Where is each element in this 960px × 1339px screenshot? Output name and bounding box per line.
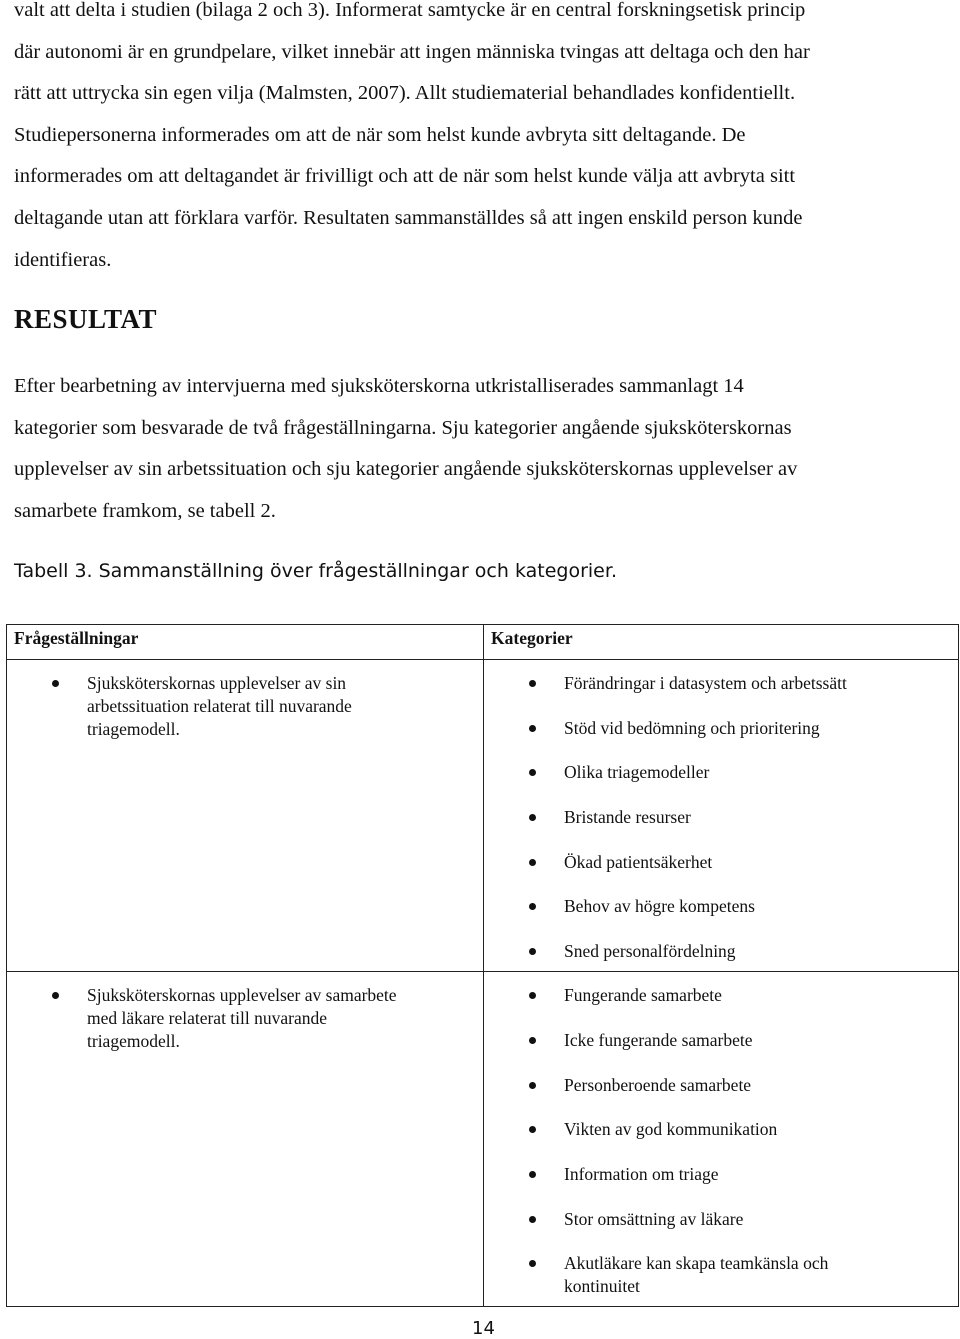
intro-paragraph [14, 0, 950, 281]
text-line: samarbete framkom, se tabell 2. [14, 499, 276, 522]
list-item [13, 672, 475, 741]
bullet-icon [529, 1126, 536, 1133]
list-item [490, 940, 950, 963]
result-paragraph [14, 366, 950, 532]
text-line: informerades om att deltagandet är frivilligt och att de när som helst kunde välja att avbryta sitt [14, 165, 796, 188]
header-categories: Kategorier [484, 625, 959, 660]
category-text: Icke fungerande samarbete [564, 1029, 753, 1050]
text-line: valt att delta i studien (bilaga 2 och 3). Informerat samtycke är en central forskningsetisk princip [14, 0, 806, 21]
category-text: Behov av högre kompetens [564, 896, 755, 917]
bullet-icon [529, 1082, 536, 1089]
table-caption: Tabell 3. Sammanställning över frågeställningar och kategorier. [14, 560, 617, 582]
list-item [490, 1074, 950, 1097]
question-cell [7, 972, 484, 1307]
category-text: Information om triage [564, 1163, 719, 1184]
categories-cell [484, 972, 959, 1307]
list-item [490, 1118, 950, 1141]
list-item [490, 1029, 950, 1052]
bullet-icon [529, 1216, 536, 1223]
header-questions: Frågeställningar [7, 625, 484, 660]
category-text: Förändringar i datasystem och arbetssätt [564, 673, 847, 693]
category-text: Personberoende samarbete [564, 1074, 752, 1095]
list-item [490, 761, 950, 784]
table-header-row [7, 625, 959, 660]
category-text: Sned personalfördelning [564, 941, 736, 962]
list-item [490, 851, 950, 874]
bullet-icon [529, 948, 536, 955]
bullet-icon [529, 680, 536, 687]
category-text: Vikten av god kommunikation [564, 1119, 778, 1140]
categories-cell [484, 660, 959, 972]
list-item [490, 984, 950, 1007]
summary-table [6, 624, 959, 1307]
list-item [490, 1252, 950, 1298]
text-line: Efter bearbetning av intervjuerna med sjuksköterskorna utkristalliserades sammanlagt 14 [14, 375, 744, 397]
text-line: deltagande utan att förklara varför. Resultaten sammanställdes så att ingen enskild person kunde [14, 206, 803, 229]
bullet-icon [529, 1260, 536, 1267]
category-text: Bristande resurser [564, 807, 691, 828]
text-line: rätt att uttrycka sin egen vilja (Malmsten, 2007). Allt studiematerial behandlades konfidentiellt. [14, 82, 796, 105]
list-item [490, 1208, 950, 1231]
list-item [490, 806, 950, 829]
category-text: Stor omsättning av läkare [564, 1208, 744, 1229]
list-item [490, 895, 950, 918]
bullet-icon [529, 992, 536, 999]
question-text: Sjuksköterskornas upplevelser av sin arbetssituation relaterat till nuvarande triagemodell. [87, 673, 352, 739]
table-row [7, 972, 959, 1307]
text-line: Studiepersonerna informerades om att de när som helst kunde avbryta sitt deltagande. De [14, 123, 746, 146]
text-line: där autonomi är en grundpelare, vilket innebär att ingen människa tvingas att deltaga och den har [14, 40, 810, 63]
text-line: identifieras. [14, 248, 112, 271]
text-line: kategorier som besvarade de två frågeställningarna. Sju kategorier angående sjuksköterskornas [14, 416, 792, 439]
table-row [7, 660, 959, 972]
list-item [490, 1163, 950, 1186]
section-heading: RESULTAT [14, 304, 158, 334]
category-text: Olika triagemodeller [564, 762, 710, 783]
question-text: Sjuksköterskornas upplevelser av samarbete med läkare relaterat till nuvarande triagemodell. [87, 985, 397, 1052]
list-item [13, 984, 475, 1053]
category-text: Ökad patientsäkerhet [564, 851, 713, 872]
bullet-icon [529, 859, 536, 866]
bullet-icon [529, 725, 536, 732]
text-line: upplevelser av sin arbetssituation och sju kategorier angående sjuksköterskornas upplevelser av [14, 458, 798, 481]
category-text: Akutläkare kan skapa teamkänsla och kontinuitet [564, 1253, 829, 1297]
category-text: Stöd vid bedömning och prioritering [564, 717, 820, 738]
bullet-icon [52, 680, 59, 687]
question-cell [7, 660, 484, 972]
bullet-icon [52, 992, 59, 999]
bullet-icon [529, 769, 536, 776]
bullet-icon [529, 1037, 536, 1044]
list-item [490, 717, 950, 740]
page-number: 14 [472, 1318, 495, 1339]
list-item [490, 672, 950, 695]
category-text: Fungerande samarbete [564, 985, 722, 1006]
bullet-icon [529, 903, 536, 910]
bullet-icon [529, 1171, 536, 1178]
bullet-icon [529, 814, 536, 821]
